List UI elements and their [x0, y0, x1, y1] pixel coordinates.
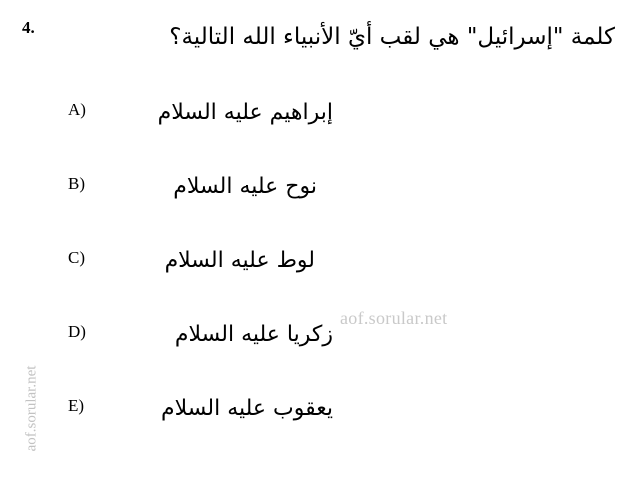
- option-letter: C): [68, 248, 85, 267]
- question-text: كلمة "إسرائيل" هي لقب أيّ الأنبياء الله التالية؟: [169, 24, 615, 50]
- option-a[interactable]: [0, 96, 633, 170]
- option-c[interactable]: [0, 244, 633, 318]
- option-text: نوح عليه السلام: [173, 174, 317, 199]
- option-text: إبراهيم عليه السلام: [157, 100, 333, 125]
- question-number: 4.: [22, 18, 35, 37]
- watermark-side: aof.sorular.net: [23, 365, 40, 452]
- option-b[interactable]: [0, 170, 633, 244]
- option-letter: E): [68, 396, 85, 415]
- option-d[interactable]: [0, 318, 633, 392]
- option-letter: A): [68, 100, 86, 119]
- options-list: [0, 96, 633, 466]
- option-letter: B): [68, 174, 85, 193]
- option-e[interactable]: [0, 392, 633, 466]
- option-text: يعقوب عليه السلام: [161, 396, 333, 421]
- option-text: لوط عليه السلام: [164, 248, 315, 273]
- option-letter: D): [68, 322, 86, 341]
- option-text: زكريا عليه السلام: [174, 322, 333, 347]
- watermark-center: aof.sorular.net: [340, 308, 448, 328]
